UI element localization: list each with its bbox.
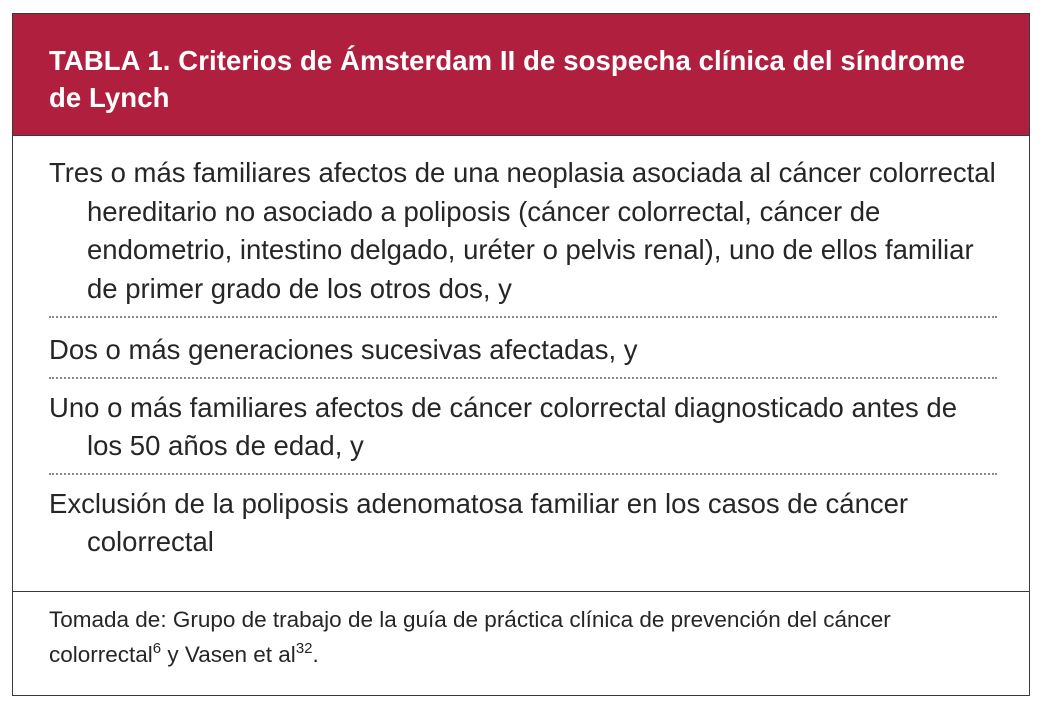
table-header	[13, 14, 1029, 136]
table-title: TABLA 1. Criterios de Ámsterdam II de sospecha clínica del síndrome de Lynch	[49, 45, 965, 113]
source-text: y Vasen et al	[161, 642, 296, 667]
reference-superscript: 32	[295, 640, 313, 657]
source-text: Tomada de: Grupo de trabajo de la guía de práctica clínica de prevención del cáncer colorrectal	[49, 607, 891, 667]
criteria-table	[12, 13, 1030, 696]
criterion-item: Tres o más familiares afectos de una neoplasia asociada al cáncer colorrectal hereditario no asociado a poliposis (cáncer colorrectal, cáncer de endometrio, intestino delgado, uréter o pelvis renal), uno de ellos familiar de primer grado de los otros dos, y	[49, 157, 996, 304]
footer-divider	[13, 591, 1029, 592]
reference-superscript: 6	[152, 640, 162, 657]
criterion-item: Dos o más generaciones sucesivas afectadas, y	[49, 334, 638, 365]
source-text: .	[312, 642, 319, 667]
criterion-item: Uno o más familiares afectos de cáncer colorrectal diagnosticado antes de los 50 años de edad, y	[49, 391, 957, 461]
source-note	[49, 602, 999, 672]
criteria-list	[49, 154, 997, 562]
criterion-item: Exclusión de la poliposis adenomatosa familiar en los casos de cáncer colorrectal	[49, 487, 909, 557]
